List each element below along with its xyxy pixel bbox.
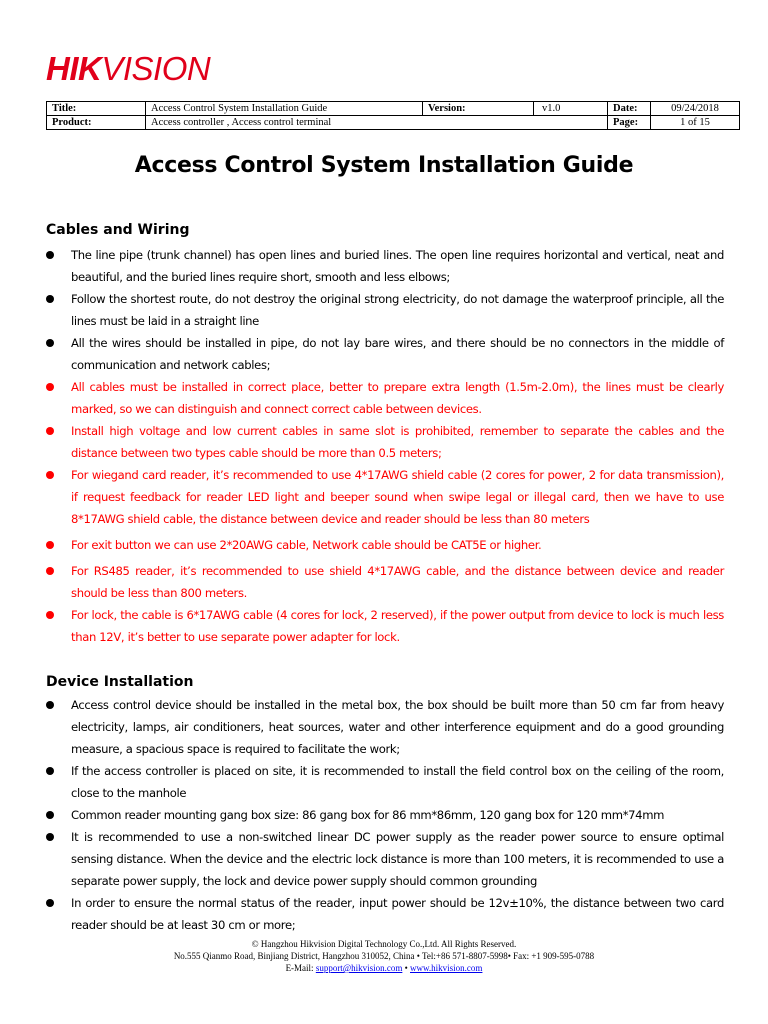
version-label: Version: xyxy=(423,102,534,116)
meta-row-product xyxy=(47,116,740,130)
list-item xyxy=(46,826,724,892)
date-value: 09/24/2018 xyxy=(651,102,740,116)
bullet-icon xyxy=(46,427,54,435)
list-item xyxy=(46,804,724,826)
document-title: Access Control System Installation Guide xyxy=(134,153,634,178)
copyright-line: © Hangzhou Hikvision Digital Technology Co.,Ltd. All Rights Reserved. xyxy=(251,939,517,949)
list-item-text: Follow the shortest route, do not destroy the original strong electricity, do not damage the waterproof principle, all the lines must be laid in a straight line xyxy=(71,292,724,328)
address-line: No.555 Qianmo Road, Binjiang District, Hangzhou 310052, China • Tel:+86 571-8807-5998• Fax: +1 909-595-0788 xyxy=(173,951,595,961)
list-item-highlight xyxy=(46,464,724,530)
bullet-icon xyxy=(46,339,54,347)
list-item-highlight xyxy=(46,376,724,420)
bullet-icon xyxy=(46,701,54,709)
logo-part-hik: HIK xyxy=(46,50,102,87)
list-item-text: All cables must be installed in correct place, better to prepare extra length (1.5m-2.0m), the lines must be clearly marked, so we can distinguish and connect correct cable between devices. xyxy=(71,380,724,416)
device-installation-list xyxy=(46,694,724,936)
list-item-text: In order to ensure the normal status of the reader, input power should be 12v±10%, the distance between two card reader should be at least 30 cm or more; xyxy=(71,896,724,932)
section-heading-cables: Cables and Wiring xyxy=(46,222,190,238)
logo-part-vision: VISION xyxy=(101,50,211,87)
meta-row-title xyxy=(47,102,740,116)
list-item-highlight xyxy=(46,604,724,648)
product-label: Product: xyxy=(47,116,146,130)
contact-line xyxy=(0,962,768,974)
page-footer xyxy=(0,938,768,974)
bullet-icon xyxy=(46,251,54,259)
list-item-text: For lock, the cable is 6*17AWG cable (4 cores for lock, 2 reserved), if the power output from device to lock is much less than 12V, it’s better to use separate power adapter for lock. xyxy=(71,608,724,644)
list-item-text: Install high voltage and low current cables in same slot is prohibited, remember to separate the cables and the distance between two types cable should be more than 0.5 meters; xyxy=(71,424,724,460)
bullet-icon xyxy=(46,471,54,479)
hikvision-logo xyxy=(46,50,210,88)
list-item-highlight xyxy=(46,420,724,464)
product-value: Access controller , Access control terminal xyxy=(146,116,608,130)
page-number: 1 of 15 xyxy=(651,116,740,130)
date-label: Date: xyxy=(608,102,651,116)
list-item-text: For exit button we can use 2*20AWG cable, Network cable should be CAT5E or higher. xyxy=(71,538,542,552)
bullet-icon xyxy=(46,383,54,391)
list-item xyxy=(46,244,724,288)
bullet-icon xyxy=(46,295,54,303)
list-item-text: All the wires should be installed in pipe, do not lay bare wires, and there should be no connectors in the middle of communication and network cables; xyxy=(71,336,724,372)
list-item-text: If the access controller is placed on site, it is recommended to install the field control box on the ceiling of the room, close to the manhole xyxy=(71,764,724,800)
list-item xyxy=(46,694,724,760)
list-item-text: For RS485 reader, it’s recommended to use shield 4*17AWG cable, and the distance between device and reader should be less than 800 meters. xyxy=(71,564,724,600)
section-heading-device: Device Installation xyxy=(46,674,194,690)
list-item-highlight xyxy=(46,534,724,556)
list-item xyxy=(46,288,724,332)
bullet-icon xyxy=(46,899,54,907)
bullet-icon xyxy=(46,811,54,819)
bullet-icon xyxy=(46,833,54,841)
document-meta-table xyxy=(46,101,740,130)
title-label: Title: xyxy=(47,102,146,116)
email-link[interactable]: support@hikvision.com xyxy=(315,963,403,973)
bullet-icon xyxy=(46,541,54,549)
email-label: E-Mail: xyxy=(285,963,314,973)
bullet-icon xyxy=(46,611,54,619)
list-item-text: It is recommended to use a non-switched linear DC power supply as the reader power source to ensure optimal sensing distance. When the device and the electric lock distance is more than 100 meters, it is recommended to use a separate power supply, the lock and device power supply should common grounding xyxy=(71,830,724,888)
website-link[interactable]: www.hikvision.com xyxy=(410,963,483,973)
list-item xyxy=(46,760,724,804)
bullet-icon xyxy=(46,767,54,775)
footer-separator: • xyxy=(404,963,408,973)
cables-list xyxy=(46,244,724,648)
list-item xyxy=(46,892,724,936)
list-item-text: For wiegand card reader, it’s recommended to use 4*17AWG shield cable (2 cores for power, 2 for data transmission), if request feedback for reader LED light and beeper sound when swipe legal or illegal card, then we have to use 8*17AWG shield cable, the distance between device and reader should be less than 80 meters xyxy=(71,468,724,526)
bullet-icon xyxy=(46,567,54,575)
list-item-text: Common reader mounting gang box size: 86 gang box for 86 mm*86mm, 120 gang box for 120 mm*74mm xyxy=(71,808,665,822)
list-item-highlight xyxy=(46,560,724,604)
list-item xyxy=(46,332,724,376)
page-label: Page: xyxy=(608,116,651,130)
version-value: v1.0 xyxy=(534,102,608,116)
title-value: Access Control System Installation Guide xyxy=(146,102,423,116)
list-item-text: Access control device should be installed in the metal box, the box should be built more than 50 cm far from heavy electricity, lamps, air conditioners, heat sources, water and other interference equipment and do a good grounding measure, a spacious space is required to facilitate the work; xyxy=(71,698,724,756)
list-item-text: The line pipe (trunk channel) has open lines and buried lines. The open line requires horizontal and vertical, neat and beautiful, and the buried lines require short, smooth and less elbows; xyxy=(71,248,724,284)
